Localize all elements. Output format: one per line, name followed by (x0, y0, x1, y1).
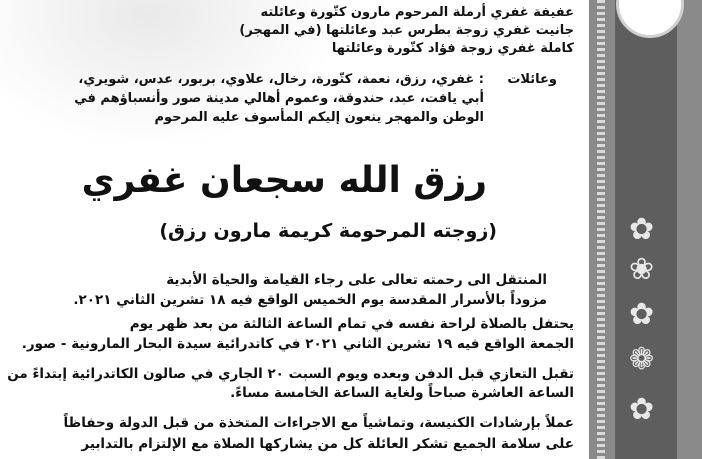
families-label: وعائلات (507, 72, 557, 87)
flower-icon: ❀ (629, 252, 655, 287)
body-line: الجمعة الواقع فيه ١٩ تشرين الثاني ٢٠٢١ في كاتدرائية سيدة البحار المارونية - صور. (21, 336, 574, 352)
body-line: عملاً بإرشادات الكنيسة، وتماشياً مع الاجراءات المتخذة من قبل الدولة وحفاظاً (63, 415, 574, 431)
body-line: المنتقل الى رحمته تعالى على رجاء القيامة والحياة الأبدية (166, 272, 547, 288)
spouse-note: (زوجته المرحومة كريمة مارون رزق) (159, 220, 497, 242)
body-line: تقبل التعازي قبل الدفن وبعده ويوم السبت ٢٠ الجاري في صالون الكاتدرائية إبتداءً من (7, 366, 574, 382)
flower-icon: ✿ (629, 297, 655, 332)
families-line: أبي يافت، عبد، حندوقة، وعموم أهالي مدينة صور وأنسباؤهم في (74, 91, 484, 106)
deceased-name: رزق الله سجعان غفري (81, 160, 487, 201)
body-line: مزوداً بالأسرار المقدسة يوم الخميس الواقع فيه ١٨ تشرين الثاني ٢٠٢١. (73, 292, 547, 308)
heir-line: كاملة غفري زوجة فؤاد كتّورة وعائلتها (331, 41, 574, 56)
border-stripe (597, 0, 605, 459)
heir-line: عفيفة غفري أرملة المرحوم مارون كتّورة وعائلته (260, 5, 574, 20)
heir-line: جانيت غفري زوجة بطرس عبد وعائلتها (في المهجر) (239, 23, 574, 38)
flower-icon: ❁ (629, 342, 655, 377)
flower-icon: ✿ (629, 212, 655, 247)
decorative-border (589, 0, 702, 459)
families-line: : غفري، رزق، نعمة، كتّورة، رخال، علاوي، بربور، عدس، شويري، (78, 72, 484, 87)
body-line: يحتفل بالصلاة لراحة نفسه في تمام الساعة الثالثة من بعد ظهر يوم (129, 316, 574, 332)
body-line: على سلامة الجميع تشكر العائلة كل من يشاركها الصلاة مع الإلتزام بالتدابير (81, 436, 574, 452)
families-line: الوطن والمهجر ينعون إليكم المأسوف عليه المرحوم (154, 110, 484, 125)
body-line: الساعة العاشرة صباحاً ولغاية الساعة الخامسة مساءً. (230, 385, 574, 401)
flower-icon: ✿ (629, 392, 655, 427)
